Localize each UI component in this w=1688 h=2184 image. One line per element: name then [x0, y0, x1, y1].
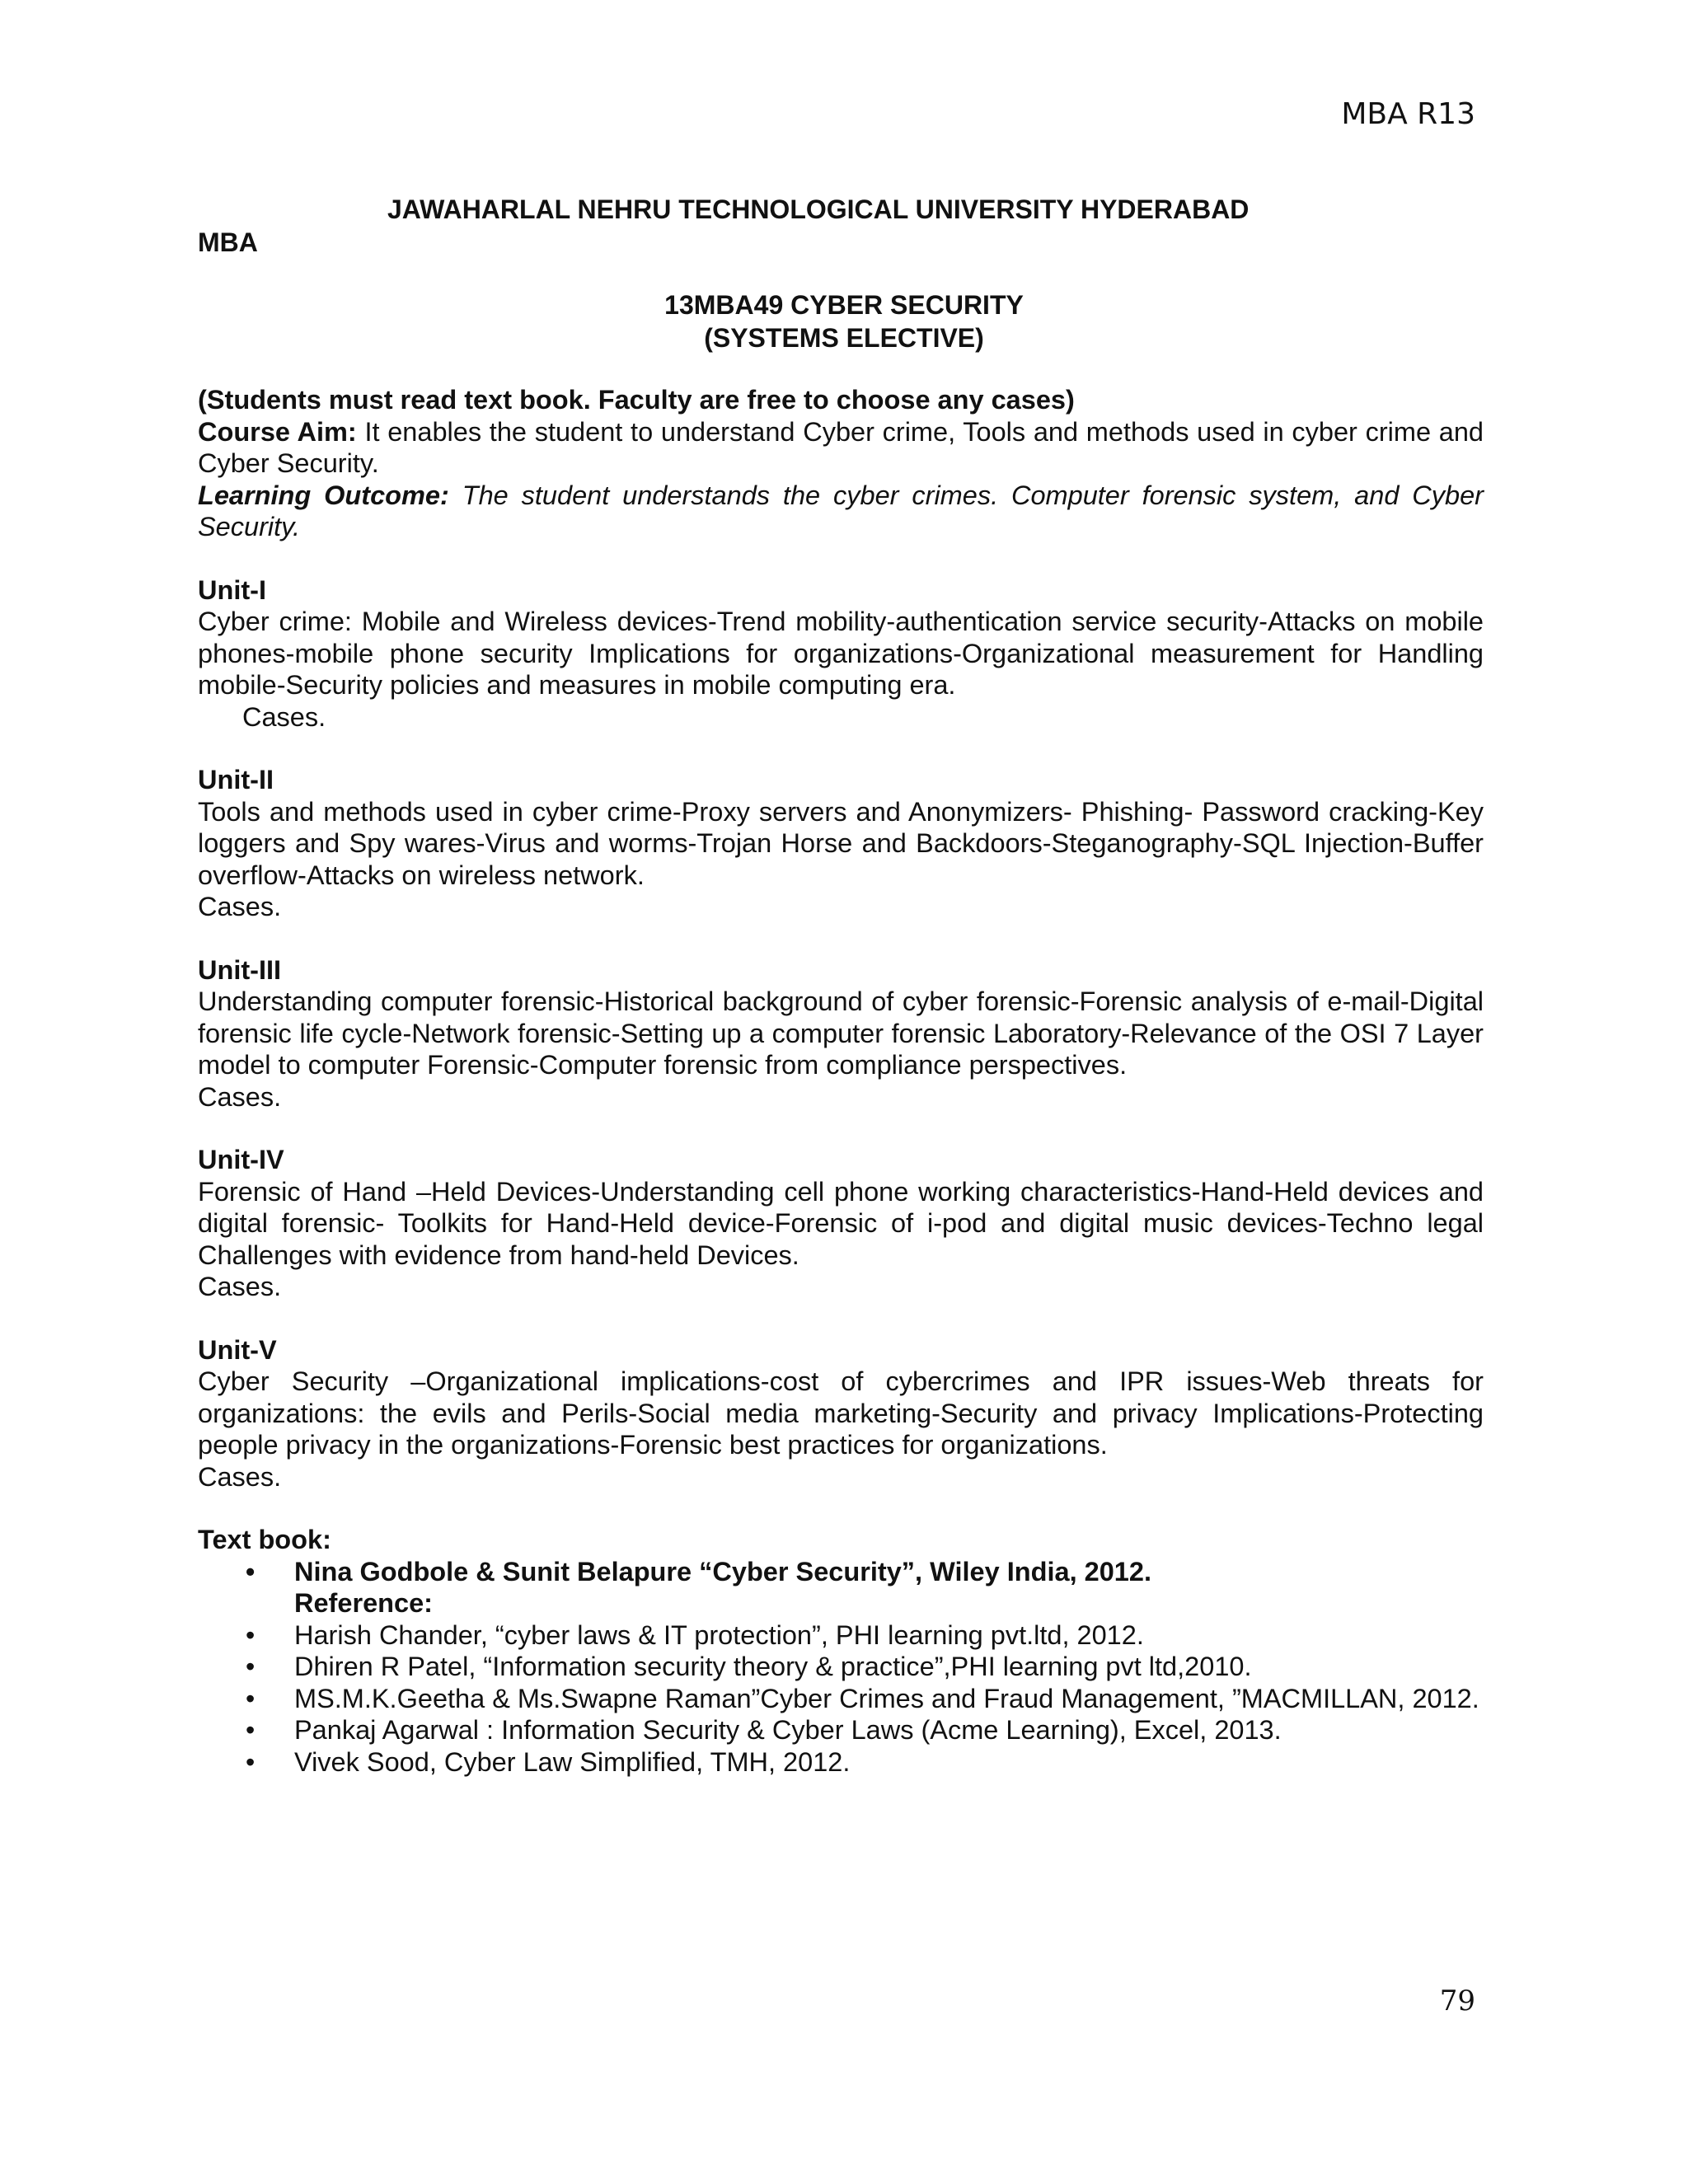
course-title-block — [0, 288, 1688, 354]
list-item — [198, 1651, 1484, 1683]
bullet-icon: • — [246, 1556, 256, 1586]
unit-4-text: Forensic of Hand –Held Devices-Understanding cell phone working characteristics-Hand-Held devices and digital forensic- Toolkits for Hand-Held device-Forensic of i-pod and digital music devices-Techno legal Challenges with evidence from hand-held Devices. — [198, 1176, 1484, 1270]
list-item — [198, 1714, 1484, 1746]
program-code-header: MBA R13 — [1341, 97, 1475, 131]
learning-outcome-text: The student understands the cyber crimes. Computer forensic system, and Cyber Security. — [198, 480, 1484, 541]
reference-item: Pankaj Agarwal : Information Security & Cyber Laws (Acme Learning), Excel, 2013. — [294, 1715, 1282, 1745]
university-title: JAWAHARLAL NEHRU TECHNOLOGICAL UNIVERSITY HYDERABAD — [387, 194, 1250, 224]
course-title: 13MBA49 CYBER SECURITY — [664, 290, 1024, 320]
bullet-icon: • — [246, 1683, 256, 1713]
unit-2-heading: Unit-II — [198, 765, 274, 794]
syllabus-body — [198, 384, 1484, 1778]
unit-3-cases: Cases. — [198, 1081, 282, 1112]
textbook-main: Nina Godbole & Sunit Belapure “Cyber Security”, Wiley India, 2012. — [294, 1556, 1151, 1586]
unit-1-cases: Cases. — [242, 701, 326, 732]
reference-item: Vivek Sood, Cyber Law Simplified, TMH, 2012. — [294, 1746, 851, 1777]
unit-2-text: Tools and methods used in cyber crime-Proxy servers and Anonymizers- Phishing- Password cracking-Key loggers and Spy wares-Virus and worms-Trojan Horse and Backdoors-Steganography-SQL Injection-Buffer overflow-Attacks on wireless network. — [198, 796, 1484, 890]
page-number: 79 — [1439, 1985, 1475, 2018]
course-aim — [198, 416, 1484, 480]
textbook-heading: Text book: — [198, 1525, 331, 1554]
course-subtitle: (SYSTEMS ELECTIVE) — [704, 323, 984, 353]
unit-3-text: Understanding computer forensic-Historical background of cyber forensic-Forensic analysis of e-mail-Digital forensic life cycle-Network forensic-Setting up a computer forensic Laboratory-Relevance of the OSI 7 Layer model to computer Forensic-Computer forensic from compliance perspectives. — [198, 987, 1484, 1080]
course-aim-text: It enables the student to understand Cyber crime, Tools and methods used in cyber crime and Cyber Security. — [198, 416, 1484, 478]
learning-outcome-label: Learning Outcome: — [198, 480, 449, 510]
unit-1-text: Cyber crime: Mobile and Wireless devices-Trend mobility-authentication service security-Attacks on mobile phones-mobile phone security Implications for organizations-Organizational measurement for Handling mobile-Security policies and measures in mobile computing era. — [198, 607, 1484, 700]
bullet-icon: • — [246, 1619, 256, 1650]
reference-item: Harish Chander, “cyber laws & IT protection”, PHI learning pvt.ltd, 2012. — [294, 1619, 1144, 1650]
textbook-list — [198, 1556, 1484, 1779]
unit-5-text: Cyber Security –Organizational implications-cost of cybercrimes and IPR issues-Web threats for organizations: the evils and Perils-Social media marketing-Security and privacy Implications-Protecting people privacy in the organizations-Forensic best practices for organizations. — [198, 1366, 1484, 1460]
unit-4-heading: Unit-IV — [198, 1145, 284, 1174]
list-item — [198, 1683, 1484, 1715]
bullet-icon: • — [246, 1746, 256, 1777]
program-label: MBA — [198, 227, 258, 257]
unit-1-heading: Unit-I — [198, 574, 267, 605]
reference-item: Dhiren R Patel, “Information security theory & practice”,PHI learning pvt ltd,2010. — [294, 1652, 1252, 1681]
bullet-icon: • — [246, 1652, 256, 1681]
course-note: (Students must read text book. Faculty are free to choose any cases) — [198, 385, 1075, 415]
reference-item: MS.M.K.Geetha & Ms.Swapne Raman”Cyber Crimes and Fraud Management, ”MACMILLAN, 2012. — [294, 1683, 1479, 1713]
unit-3-heading: Unit-III — [198, 954, 282, 985]
unit-2-cases: Cases. — [198, 892, 282, 921]
learning-outcome — [198, 480, 1484, 543]
bullet-icon: • — [246, 1715, 256, 1745]
unit-5-heading: Unit-V — [198, 1334, 277, 1365]
course-aim-label: Course Aim: — [198, 416, 357, 447]
list-item — [198, 1619, 1484, 1652]
list-item — [198, 1556, 1484, 1619]
unit-4-cases: Cases. — [198, 1272, 282, 1301]
reference-heading: Reference: — [294, 1588, 433, 1618]
unit-5-cases: Cases. — [198, 1461, 282, 1492]
list-item — [198, 1746, 1484, 1779]
